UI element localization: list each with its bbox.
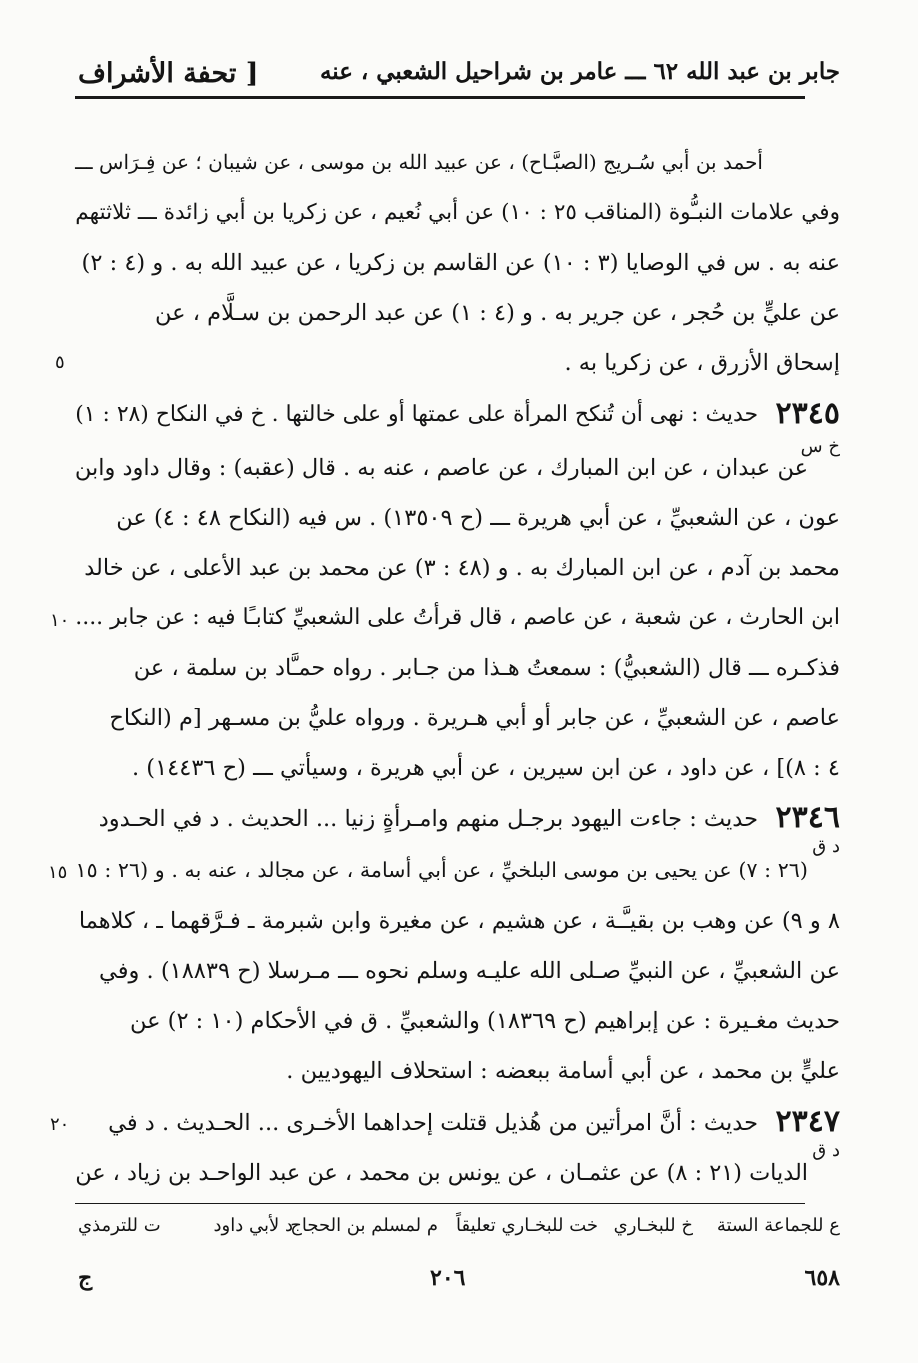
siglum-note: د ق [812,1140,840,1161]
text-line: الديات (٢١ : ٨) عن عثمـان ، عن يونس بن محمد ، عن عبد الواحـد بن زياد ، عن [75,1160,808,1186]
page-number: ٦٥٨ [804,1265,840,1291]
text-line: حديث : أنَّ امرأتين من هُذيل قتلت إحداهما الأخـرى ... الحـديث . د في [108,1110,758,1136]
hadith-number: ٢٣٤٥ [775,396,840,431]
text-line: وفي علامات النبـُّوة (المناقب ٢٥ : ١٠) عن أبي نُعيم ، عن زكريا بن أبي زائدة ـــ ثلاثتهم [75,200,840,225]
text-line: عليٍّ بن محمد ، عن أبي أسامة ببعضه : استحلاف اليهوديين . [286,1058,840,1084]
hadith-number: ٢٣٤٦ [775,800,840,835]
header-rule [75,96,805,99]
text-line: (٢٦ : ٧) عن يحيى بن موسى البلخيِّ ، عن أبي أسامة ، عن مجالد ، عنه به . و (٢٦ : ١٥ [75,858,808,882]
text-line: ٨ و ٩) عن وهب بن بقيـَّـة ، عن هشيم ، عن مغيرة وابن شبرمة ـ فـرَّقهما ـ ، كلاهما [78,908,840,934]
header-book-title: [ تحفة الأشراف [78,58,259,89]
hadith-number: ٢٣٤٧ [775,1104,840,1139]
line-number-marker: ١٠ [50,610,70,631]
header-title: جابر بن عبد الله ٦٢ ـــ عامر بن شراحيل الشعبي ، عنه [319,58,840,85]
text-line: ٤ : ٨)] ، عن داود ، عن ابن سيرين ، عن أبي هريرة ، وسيأتي ـــ (ح ١٤٤٣٦) . [131,755,840,781]
text-line: محمد بن آدم ، عن ابن المبارك به . و (٤٨ : ٣) عن محمد بن عبد الأعلى ، عن خالد [84,555,840,581]
legend-item: ع للجماعة الستة [716,1215,840,1236]
legend-item: م لمسلم بن الحجاج [290,1215,438,1236]
text-line: إسحاق الأزرق ، عن زكريا به . [564,350,840,376]
legend-item: د لأبي داود [213,1215,293,1236]
text-line: عن عبدان ، عن ابن المبارك ، عن عاصم ، عنه به . قال (عقبه) : وقال داود وابن [74,455,808,481]
line-number-marker: ٢٠ [50,1114,70,1135]
page-number-secondary: ٢٠٦ [430,1265,466,1291]
text-line: حديث : نهى أن تُنكح المرأة على عمتها أو على خالتها . خ في النكاح (٢٨ : ١) [75,402,758,427]
text-line: أحمد بن أبي سُـريج (الصبَّـاح) ، عن عبيد الله بن موسى ، عن شيبان ؛ عن فِـرَاس ـــ [75,150,763,174]
text-line: عون ، عن الشعبيِّ ، عن أبي هريرة ـــ (ح ١٣٥٠٩) . س فيه (النكاح ٤٨ : ٤) عن [116,505,840,531]
text-line: فذكـره ـــ قال (الشعبيُّ) : سمعتُ هـذا من جـابر . رواه حمـَّاد بن سلمة ، عن [133,655,840,681]
text-line: حديث مغـيرة : عن إبراهيم (ح ١٨٣٦٩) والشعبيِّ . ق في الأحكام (١٠ : ٢) عن [129,1008,840,1034]
siglum-note: خ س [800,436,840,457]
legend-item: ت للترمذي [78,1215,161,1236]
siglum-note: د ق [812,836,840,857]
footer-rule [75,1203,805,1204]
text-line: حديث : جاءت اليهود برجـل منهم وامـرأةٍ زنيا ... الحديث . د في الحـدود [98,806,758,832]
line-number-marker: ٥ [55,352,65,373]
legend-item: خ للبخـاري [613,1215,693,1236]
text-line: عن الشعبيِّ ، عن النبيِّ صـلى الله عليـه وسلم نحوه ـــ مـرسلا (ح ١٨٨٣٩) . وفي [99,958,840,984]
line-number-marker: ١٥ [48,862,68,883]
text-line: عن عليٍّ بن حُجر ، عن جرير به . و (٤ : ١) عن عبد الرحمن بن سـلَّام ، عن [155,300,840,326]
text-line: ابن الحارث ، عن شعبة ، عن عاصم ، قال قرأتُ على الشعبيِّ كتابـًا فيه : عن جابر .... [75,605,840,630]
text-line: عنه به . س في الوصايا (٣ : ١٠) عن القاسم بن زكريا ، عن عبيد الله به . و (٤ : ٢) [81,250,840,276]
legend-item: خت للبخـاري تعليقاً [456,1215,598,1236]
text-line: عاصم ، عن الشعبيِّ ، عن جابر أو أبي هـريرة . ورواه عليُّ بن مسـهر [م (النكاح [109,705,840,731]
volume-marker: ج [78,1265,93,1291]
